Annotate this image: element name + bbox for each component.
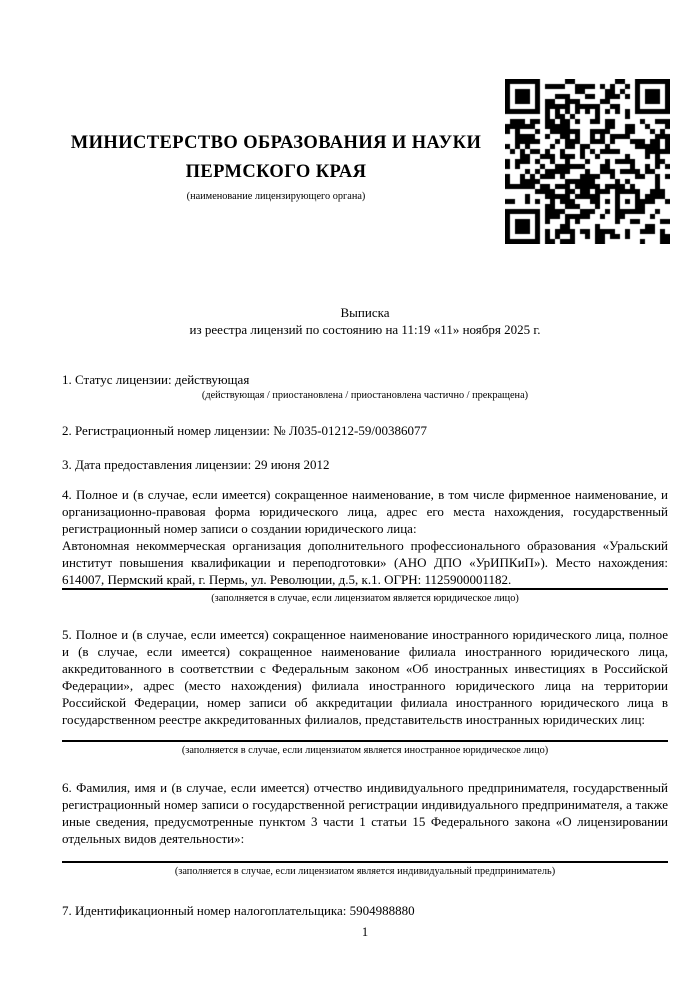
section-legal-entity [62,486,668,605]
legal-entity-label: 4. Полное и (в случае, если имеется) сокращенное наименование, в том числе фирменное наименование, и организационно-правовая форма юридического лица, адрес его места нахождения, государственный регистрационный номер записи о создании юридического лица: [62,487,668,536]
section-grant-date [62,456,668,473]
document-title-line2: из реестра лицензий по состоянию на 11:19 «11» ноября 2025 г. [189,322,541,337]
foreign-entity-label: 5. Полное и (в случае, если имеется) сокращенное наименование иностранного юридического лица, полное и (в случае, если имеется) сокращенное наименование филиала иностранного юридического лица, аккредитованного в соответствии с Федеральным законом «Об иностранных инвестициях в Российской Федерации», адрес (место нахождения) филиала иностранного юридического лица на территории Российской Федерации, номер записи об аккредитации филиала иностранного юридического лица в государственном реестре аккредитованных филиалов, представительств иностранных юридических лиц: [62,627,668,727]
fill-line-legal-entity [62,588,668,590]
licensing-authority-block [62,129,490,203]
taxpayer-id-text: 7. Идентификационный номер налогоплательщика: 5904988880 [62,903,415,918]
section-registration-number [62,422,668,439]
ministry-name-line1: МИНИСТЕРСТВО ОБРАЗОВАНИЯ И НАУКИ [70,133,482,153]
legal-entity-caption: (заполняется в случае, если лицензиатом является юридическое лицо) [211,593,519,604]
license-status-caption: (действующая / приостановлена / приостановлена частично / прекращена) [201,390,529,401]
qr-code-icon [505,79,670,244]
foreign-entity-caption: (заполняется в случае, если лицензиатом является иностранное юридическое лицо) [181,745,549,756]
entrepreneur-label: 6. Фамилия, имя и (в случае, если имеется) отчество индивидуального предпринимателя, государственный регистрационный номер записи о государственной регистрации индивидуального предпринимателя, а также иные сведения, предусмотренные пунктом 3 части 1 статьи 15 Федерального закона «О лицензировании отдельных видов деятельности»: [62,780,668,846]
grant-date-text: 3. Дата предоставления лицензии: 29 июня 2012 [62,457,330,472]
legal-entity-value: Автономная некоммерческая организация дополнительного профессионального образования «Уральский институт повышения квалификации и переподготовки» (АНО ДПО «УрИПКиП»). Место нахождения: 614007, Пермский край, г. Пермь, ул. Революции, д.5, к.1. ОГРН: 1125900001182. [62,538,668,587]
ministry-name-line2: ПЕРМСКОГО КРАЯ [185,162,367,182]
document-title-line1: Выписка [340,305,390,320]
registration-number-text: 2. Регистрационный номер лицензии: № Л035-01212-59/00386077 [62,423,428,438]
section-foreign-entity [62,626,668,757]
document-title [62,304,668,338]
section-entrepreneur [62,779,668,878]
entrepreneur-caption: (заполняется в случае, если лицензиатом является индивидуальный предприниматель) [174,866,556,877]
ministry-caption: (наименование лицензирующего органа) [186,191,366,202]
page-number: 1 [361,925,369,939]
fill-line-entrepreneur [62,861,668,863]
fill-line-foreign-entity [62,740,668,742]
license-status-text: 1. Статус лицензии: действующая [62,372,250,387]
section-taxpayer-id [62,902,668,919]
section-license-status [62,371,668,402]
